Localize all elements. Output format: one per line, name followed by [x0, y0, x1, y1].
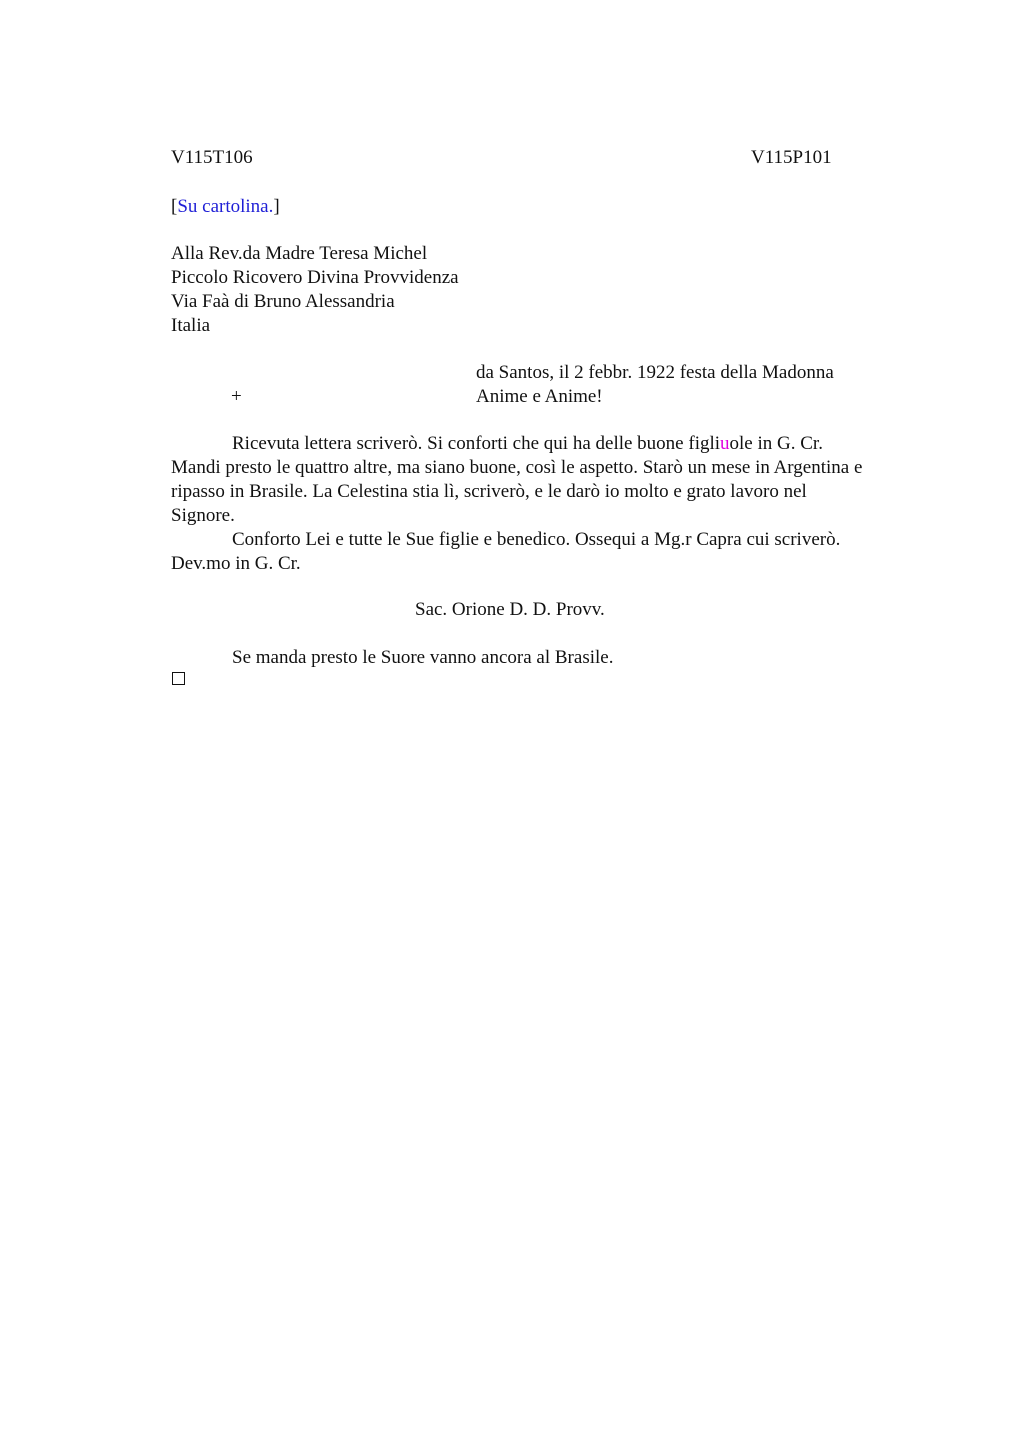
signature: Sac. Orione D. D. Provv.: [415, 599, 605, 620]
body-text: ole in G. Cr.: [729, 433, 823, 454]
address-line: Piccolo Ricovero Divina Provvidenza: [171, 267, 459, 288]
body-line: Mandi presto le quattro altre, ma siano buone, così le aspetto. Starò un mese in Argentina e: [171, 457, 863, 478]
highlighted-correction: u: [720, 433, 730, 454]
document-code-left: V115T106: [171, 147, 253, 168]
note-close-bracket: ]: [273, 196, 280, 217]
address-line: Alla Rev.da Madre Teresa Michel: [171, 243, 428, 264]
body-line: ripasso in Brasile. La Celestina stia lì, scriverò, e le darò io molto e grato lavoro nel: [171, 481, 807, 502]
body-text: Ricevuta lettera scriverò. Si conforti che qui ha delle buone figli: [232, 433, 721, 454]
address-line: Via Faà di Bruno Alessandria: [171, 291, 395, 312]
body-line: [171, 432, 931, 456]
address-line: Italia: [171, 315, 211, 336]
cross-symbol: +: [231, 386, 242, 407]
letter-body: [171, 432, 931, 576]
dateline-place-date: da Santos, il 2 febbr. 1922 festa della Madonna: [476, 362, 834, 383]
document-code-right: V115P101: [751, 147, 832, 168]
greeting: Anime e Anime!: [476, 386, 603, 407]
address-block: [171, 242, 931, 338]
note-open-bracket: [: [171, 196, 178, 217]
note-text: Su cartolina.: [177, 196, 274, 217]
body-line: Conforto Lei e tutte le Sue figlie e benedico. Ossequi a Mg.r Capra cui scriverò.: [232, 529, 841, 550]
editorial-note: [171, 195, 280, 219]
postscript: Se manda presto le Suore vanno ancora al Brasile.: [232, 647, 614, 668]
body-line: Dev.mo in G. Cr.: [171, 553, 301, 574]
body-line: Signore.: [171, 505, 235, 526]
empty-box-symbol: [172, 672, 185, 685]
